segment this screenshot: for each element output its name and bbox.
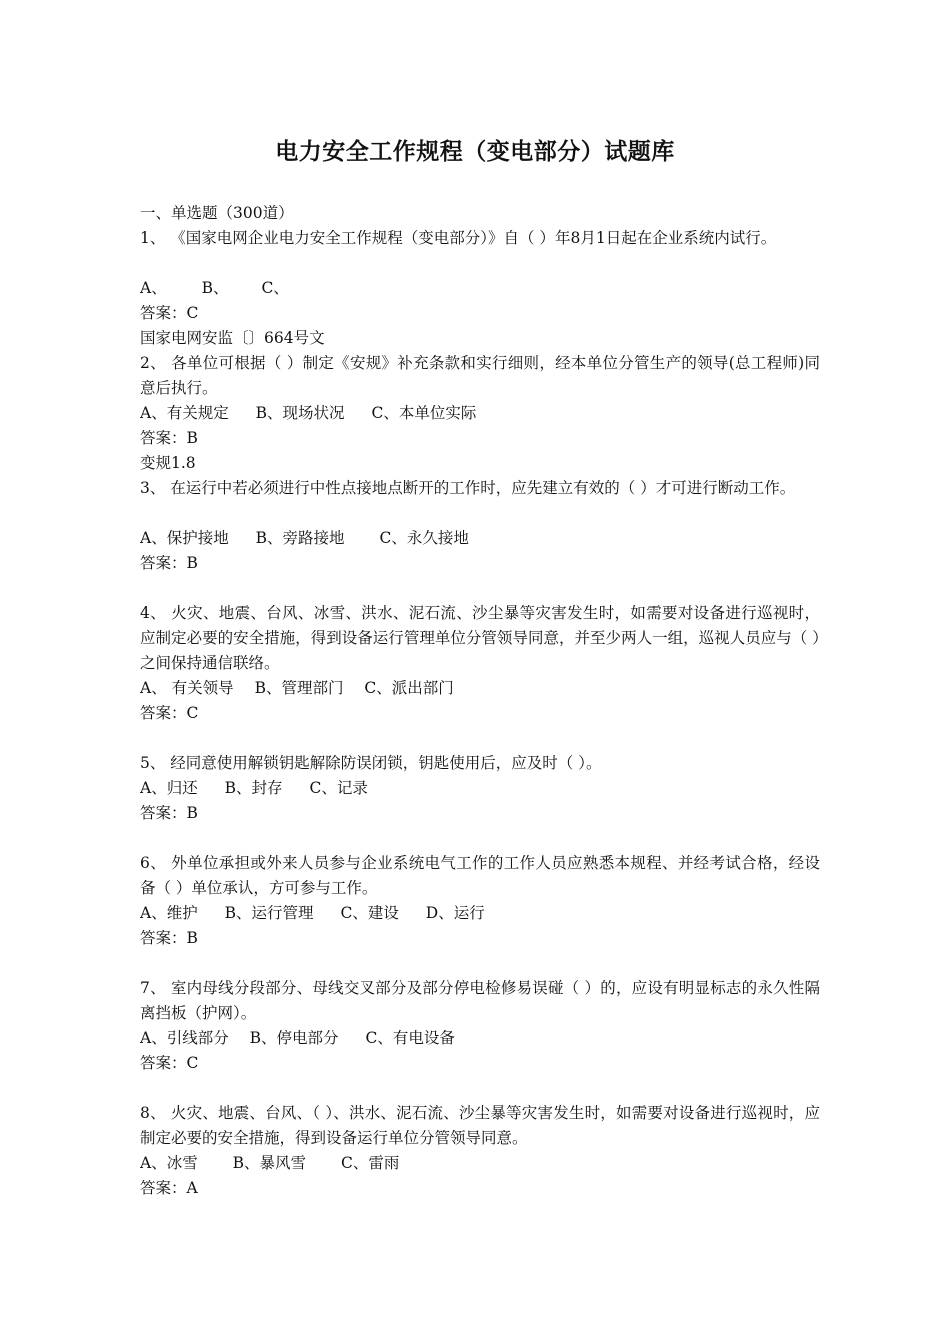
question-options bbox=[140, 901, 820, 926]
spacer bbox=[140, 951, 820, 976]
option: A、 bbox=[140, 279, 167, 297]
option: A、归还 bbox=[140, 779, 198, 797]
question-options bbox=[140, 1026, 820, 1051]
question-answer: 答案：B bbox=[140, 804, 198, 822]
option: B、运行管理 bbox=[224, 904, 314, 922]
spacer bbox=[140, 726, 820, 751]
option: C、派出部门 bbox=[364, 679, 454, 697]
question-answer: 答案：A bbox=[140, 1179, 198, 1197]
question-stem: 8、 火灾、地震、台风、（ ）、洪水、泥石流、沙尘暴等灾害发生时，如需要对设备进行巡视时，应制定必要的安全措施，得到设备运行单位分管领导同意。 bbox=[140, 1104, 820, 1147]
option: A、引线部分 bbox=[140, 1029, 229, 1047]
option: A、保护接地 bbox=[140, 529, 229, 547]
question-stem: 1、 《国家电网企业电力安全工作规程（变电部分）》自（ ）年8月1日起在企业系统内试行。 bbox=[140, 229, 777, 247]
spacer bbox=[140, 576, 820, 601]
question-note: 国家电网安监〔〕664号文 bbox=[140, 329, 325, 347]
option: C、记录 bbox=[309, 779, 368, 797]
question-stem: 4、 火灾、地震、台风、冰雪、洪水、泥石流、沙尘暴等灾害发生时，如需要对设备进行巡视时，应制定必要的安全措施，得到设备运行管理单位分管领导同意，并至少两人一组，巡视人员应与（ ）之间保持通信联络。 bbox=[140, 604, 820, 672]
option: B、封存 bbox=[224, 779, 283, 797]
option: C、本单位实际 bbox=[371, 404, 477, 422]
option: A、有关规定 bbox=[140, 404, 229, 422]
option: A、冰雪 bbox=[140, 1154, 198, 1172]
option: A、 有关领导 bbox=[140, 679, 234, 697]
option: D、运行 bbox=[425, 904, 485, 922]
question-answer: 答案：C bbox=[140, 1054, 199, 1072]
option: C、有电设备 bbox=[365, 1029, 455, 1047]
option: B、旁路接地 bbox=[255, 529, 345, 547]
question-answer: 答案：B bbox=[140, 554, 198, 572]
option: C、 bbox=[261, 279, 289, 297]
question-options bbox=[140, 401, 820, 426]
option: C、建设 bbox=[340, 904, 399, 922]
option: B、现场状况 bbox=[255, 404, 345, 422]
question-body bbox=[140, 201, 820, 1201]
question-stem: 2、 各单位可根据（ ）制定《安规》补充条款和实行细则，经本单位分管生产的领导(总工程师)同意后执行。 bbox=[140, 354, 820, 397]
option: A、维护 bbox=[140, 904, 198, 922]
question-options bbox=[140, 276, 820, 301]
question-options bbox=[140, 1151, 820, 1176]
question-answer: 答案：B bbox=[140, 929, 198, 947]
question-answer: 答案：C bbox=[140, 704, 199, 722]
document-title: 电力安全工作规程（变电部分）试题库 bbox=[275, 139, 675, 165]
question-answer: 答案：B bbox=[140, 429, 198, 447]
section-heading: 一、单选题（300道） bbox=[140, 204, 294, 222]
question-stem: 7、 室内母线分段部分、母线交叉部分及部分停电检修易误碰（ ）的，应设有明显标志的永久性隔离挡板（护网）。 bbox=[140, 979, 820, 1022]
option: B、管理部门 bbox=[254, 679, 344, 697]
question-stem: 3、 在运行中若必须进行中性点接地点断开的工作时，应先建立有效的（ ）才可进行断动工作。 bbox=[140, 479, 796, 497]
question-options bbox=[140, 776, 820, 801]
option: B、暴风雪 bbox=[232, 1154, 307, 1172]
spacer bbox=[140, 1076, 820, 1101]
question-answer: 答案：C bbox=[140, 304, 199, 322]
question-note: 变规1.8 bbox=[140, 454, 196, 472]
question-stem: 6、 外单位承担或外来人员参与企业系统电气工作的工作人员应熟悉本规程、并经考试合格，经设备（ ）单位承认，方可参与工作。 bbox=[140, 854, 820, 897]
spacer bbox=[140, 826, 820, 851]
question-options bbox=[140, 526, 820, 551]
option: B、 bbox=[201, 279, 229, 297]
option: C、永久接地 bbox=[379, 529, 469, 547]
option: B、停电部分 bbox=[249, 1029, 339, 1047]
option: C、雷雨 bbox=[340, 1154, 400, 1172]
question-options bbox=[140, 676, 820, 701]
question-stem: 5、 经同意使用解锁钥匙解除防误闭锁，钥匙使用后，应及时（ ）。 bbox=[140, 754, 602, 772]
